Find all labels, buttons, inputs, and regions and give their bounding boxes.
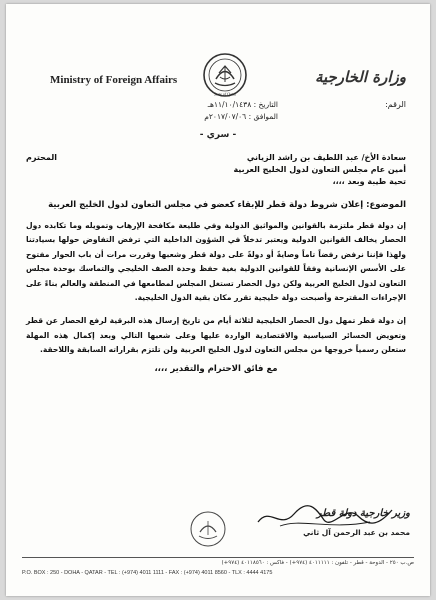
body-paragraph: إن دولة قطر ملتزمة بالقوانين والمواثيق الدولية وفي طليعة مكافحة الإرهاب وتمويله وما تكابده دول الحصار يخالف القوانين الدولية ويعتبر تدخلاً في الشؤون الداخلية التي ترفض التفاوض حولها بسيادتنا ولهذا فإننا نرفض رفضاً تاماً وصايةً أو دولةً على دولة قطر وشعبها وقررت مرات أن باب الحوار مفتوح على الأسس الإنسانية وفقاً للقوانين الدولية بغية حفظ وحدة الصف الخليجي والتماسك بوحدة مجلس التعاون لدول الخليج العربية ولكن دول الحصار تستغل المجلس لمطامعها في المنطقة والعالم بناءً على الإجراءات المقترحة وأصبحت دولة خليجية تقرر مكان بقية الدول الخليجية. [26, 221, 406, 303]
signatory-title: وزير خارجية دولة قطر [316, 508, 410, 519]
letter-body [26, 152, 406, 374]
addressee-honorific: المحترم [26, 153, 57, 162]
signatory-name: محمد بن عبد الرحمن آل ثاني [303, 528, 410, 537]
ministry-name-english: Ministry of Foreign Affairs [50, 74, 178, 86]
date-gregorian: الموافق : ٢٠١٧/٠٧/٠٦م [204, 112, 278, 121]
body-paragraph: إن دولة قطر تمهل دول الحصار الخليجية لثلاثة أيام من تاريخ إرسال هذه البرقية لرفع الحصار عن قطر وتعويض الخسائر السياسية والاقتصادية الواردة عليها وعلى شعبها التالي وبعد إكمال هذه المهلة ستعلن رسمياً خروجها من مجلس التعاون لدول الخليج العربية ولن تلتزم بقراراته السابقة واللاحقة. [26, 316, 406, 355]
closing-line: مع فائق الاحترام والتقدير ،،،، [154, 363, 278, 374]
footer-divider [22, 557, 414, 558]
emblem-caption: State of Qatar [213, 91, 237, 97]
letter-subject: الموضوع: إعلان شروط دولة قطر للإبقاء كعضو في مجلس التعاون لدول الخليج العربية [48, 200, 406, 210]
ministry-name-arabic: وزارة الخارجية [314, 68, 406, 86]
date-hijri: التاريخ : ١١/١٠/١٤٣٨هـ [207, 100, 278, 109]
letter-page [6, 4, 430, 596]
classification-mark: - سري - [199, 130, 237, 140]
footer-contact-arabic: ص.ب ٢٥٠ - الدوحة - قطر - تلفون : ٤٠١١١١١ (٩٧٤+) - فاكس : ٤٠١١٨٥٦٠ (٩٧٤+) [221, 560, 414, 566]
state-of-qatar-emblem-icon [202, 52, 248, 98]
footer-contact-english: P.O. BOX : 250 - DOHA - QATAR - TEL : (+974) 4011 1111 - FAX : (+974) 4011 8560 - TLX : 4444 4175 [22, 570, 273, 576]
official-seal-icon [188, 509, 228, 549]
addressee-name: سعادة الأخ/ عبد اللطيف بن راشد الزياني [246, 153, 406, 162]
addressee-title: أمين عام مجلس التعاون لدول الخليج العربية [233, 165, 406, 174]
greeting: تحية طيبة وبعد ،،،، [332, 177, 406, 186]
date-block [158, 99, 278, 123]
handwritten-signature [250, 500, 400, 534]
reference-number-label: الرقم: [385, 100, 406, 109]
addressee-block [26, 152, 406, 188]
